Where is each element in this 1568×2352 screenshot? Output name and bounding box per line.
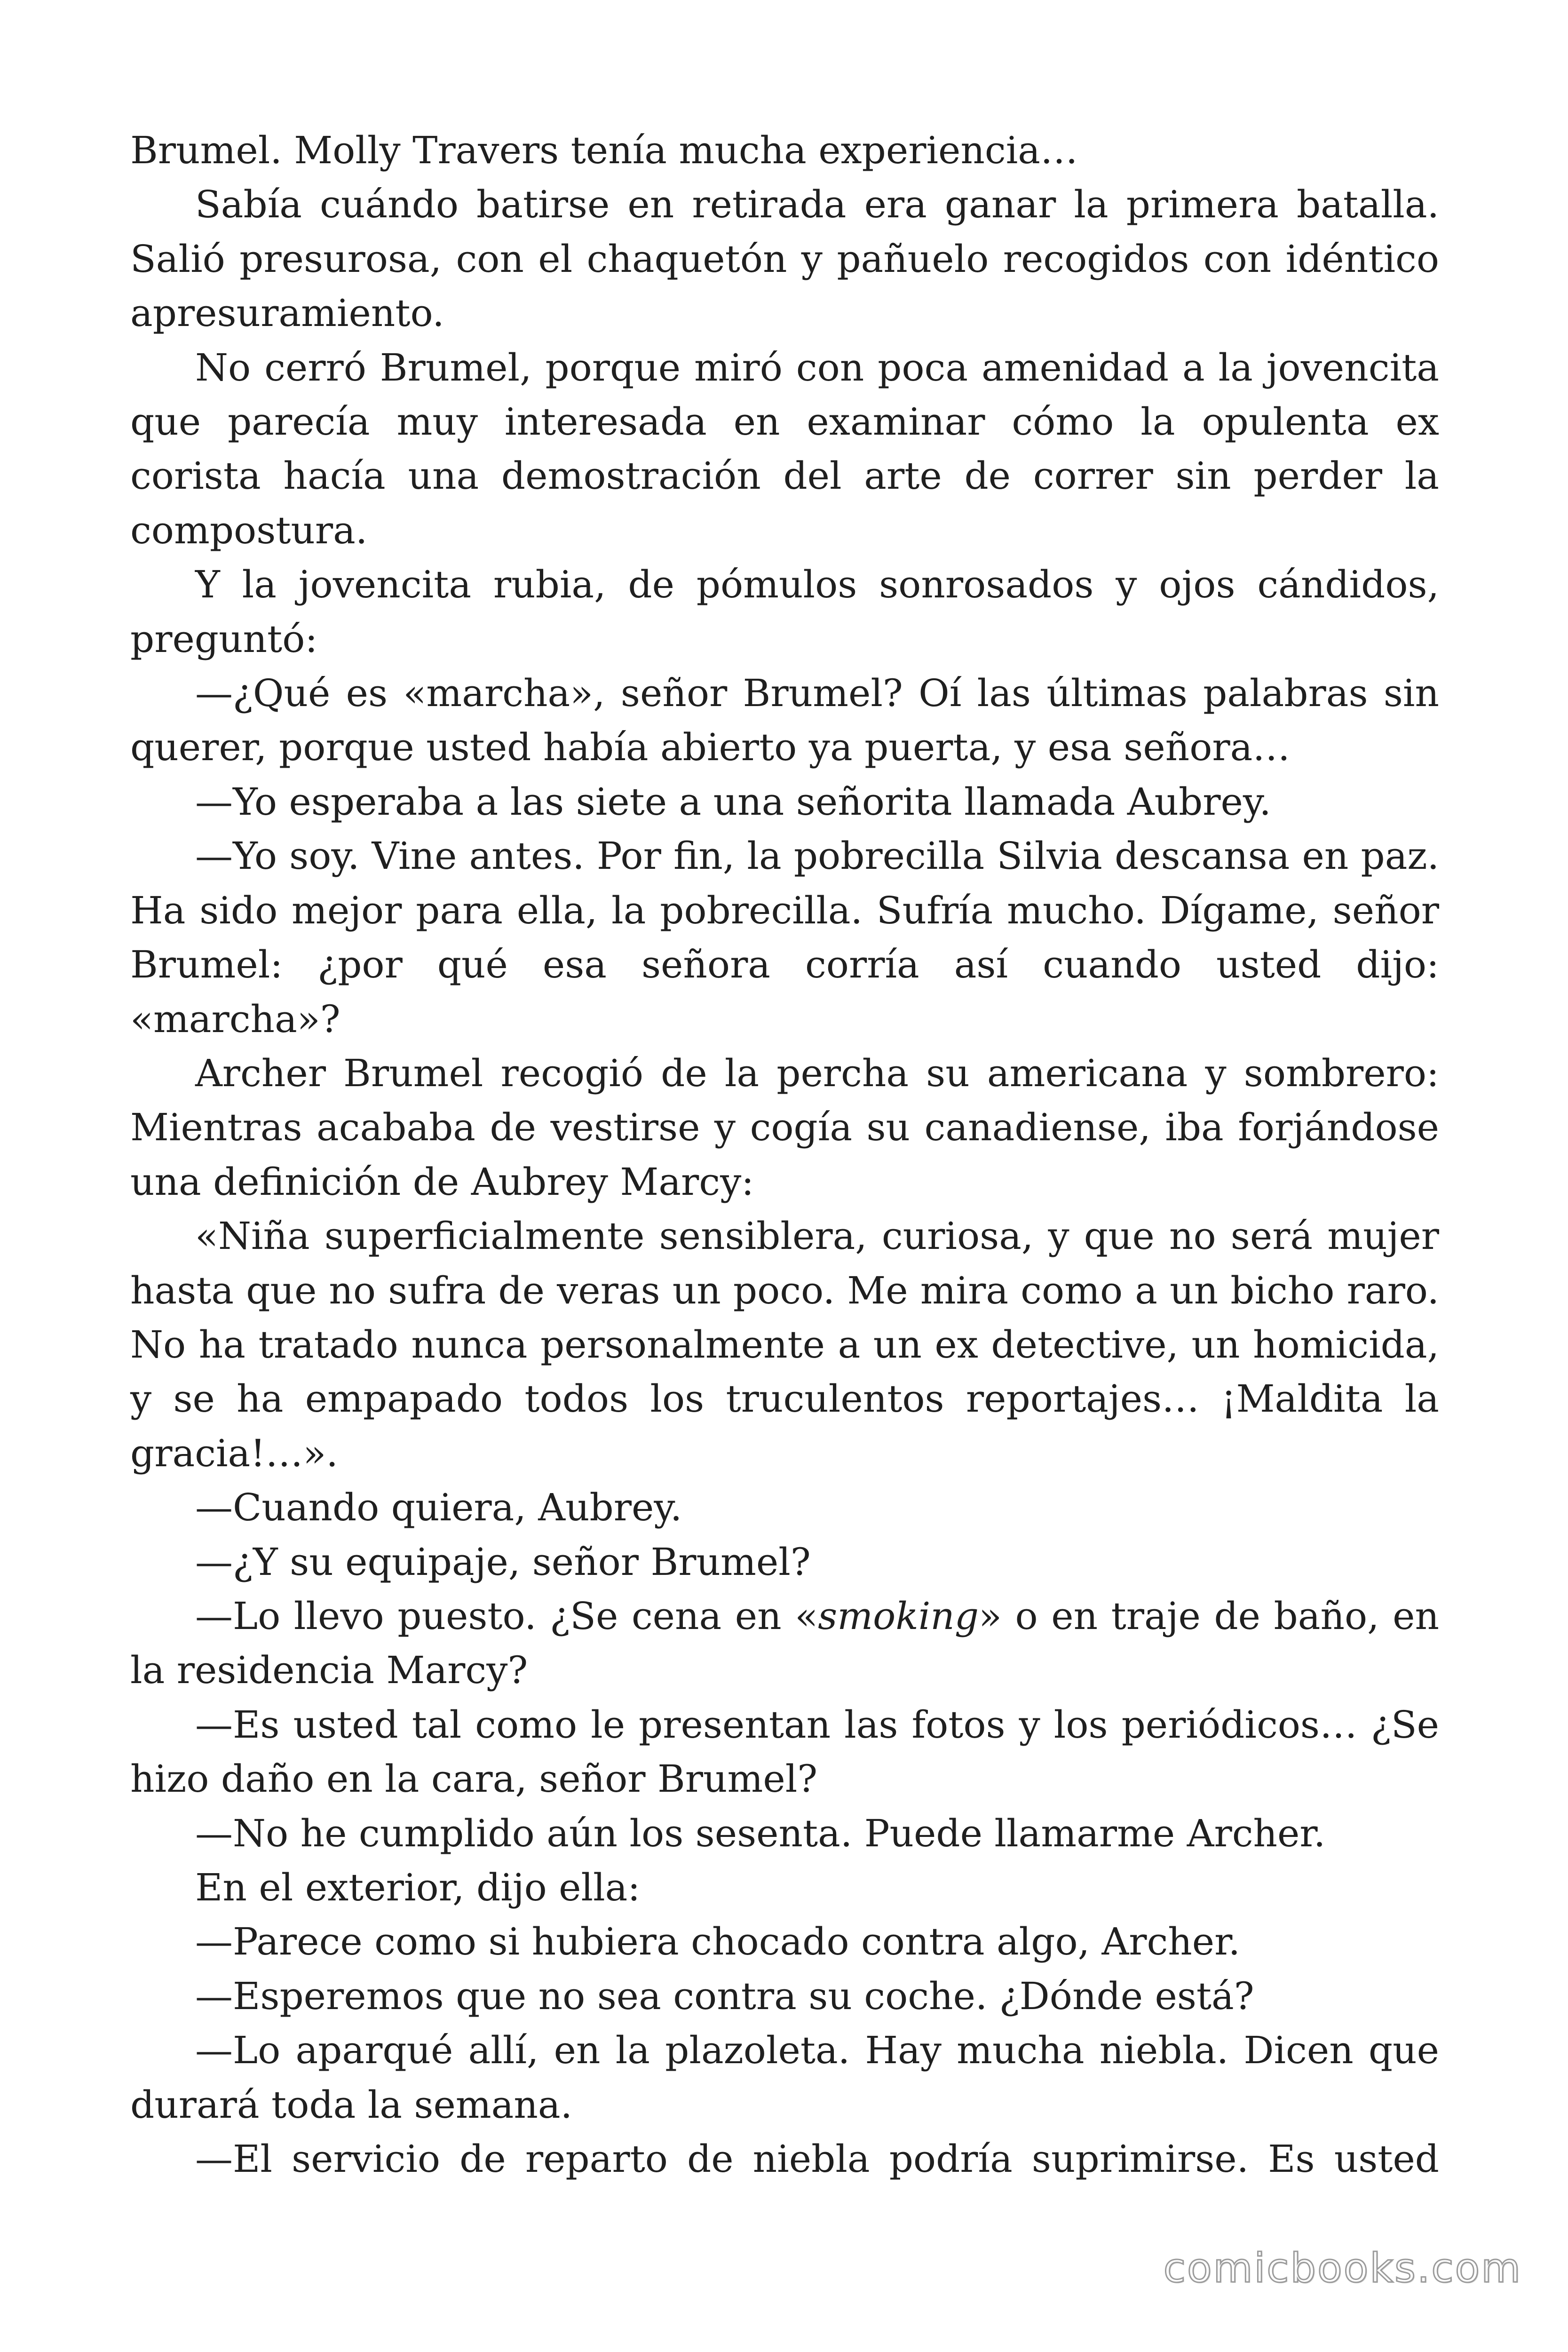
text-run: —Parece como si hubiera chocado contra algo, Archer. — [195, 1920, 1241, 1964]
text-run: Y la jovencita rubia, de pómulos sonrosados y ojos cándidos, preguntó: — [130, 563, 1439, 661]
paragraph — [130, 1915, 1439, 1969]
paragraph — [130, 1698, 1439, 1806]
paragraph — [130, 666, 1439, 775]
paragraph — [130, 1480, 1439, 1534]
text-run: —Esperemos que no sea contra su coche. ¿Dónde está? — [195, 1974, 1254, 2018]
paragraph — [130, 557, 1439, 666]
text-run: No cerró Brumel, porque miró con poca amenidad a la jovencita que parecía muy interesada en examinar cómo la opulenta ex corista hacía una demostración del arte de correr sin perder la compostura. — [130, 345, 1439, 552]
text-run: —Yo esperaba a las siete a una señorita llamada Aubrey. — [195, 779, 1271, 824]
paragraph — [130, 829, 1439, 1046]
text-run: Brumel. Molly Travers tenía mucha experiencia… — [130, 128, 1078, 172]
text-run: Sabía cuándo batirse en retirada era ganar la primera batalla. Salió presurosa, con el chaquetón y pañuelo recogidos con idéntico apresuramiento. — [130, 183, 1439, 335]
paragraph — [130, 1589, 1439, 1698]
text-run: » o en traje de baño, en la residencia Marcy? — [130, 1594, 1439, 1692]
text-run: —Cuando quiera, Aubrey. — [195, 1486, 682, 1530]
text-run: —Es usted tal como le presentan las fotos y los periódicos… ¿Se hizo daño en la cara, señor Brumel? — [130, 1702, 1439, 1801]
text-run: «Niña superficialmente sensiblera, curiosa, y que no será mujer hasta que no sufra de veras un poco. Me mira como a un bicho raro. No ha tratado nunca personalmente a un ex detective, un homicida, y se ha empapado todos los truculentos reportajes… ¡Maldita la gracia!…». — [130, 1214, 1439, 1475]
text-run: —No he cumplido aún los sesenta. Puede llamarme Archer. — [195, 1811, 1326, 1855]
italic-text: smoking — [818, 1594, 979, 1638]
text-run: —Lo aparqué allí, en la plazoleta. Hay mucha niebla. Dicen que durará toda la semana. — [130, 2028, 1439, 2127]
paragraph — [130, 1209, 1439, 1480]
text-run: —¿Qué es «marcha», señor Brumel? Oí las últimas palabras sin querer, porque usted había abierto ya puerta, y esa señora… — [130, 671, 1439, 770]
body-text — [130, 123, 1439, 2186]
paragraph — [130, 1806, 1439, 1860]
paragraph — [130, 1535, 1439, 1589]
paragraph — [130, 1860, 1439, 1915]
paragraph — [130, 123, 1439, 177]
paragraph — [130, 2132, 1439, 2186]
text-run: —¿Y su equipaje, señor Brumel? — [195, 1540, 811, 1584]
watermark: comicbooks.com — [1163, 2245, 1522, 2292]
text-run: —El servicio de reparto de niebla podría suprimirse. Es usted — [195, 2137, 1439, 2181]
paragraph — [130, 341, 1439, 558]
paragraph — [130, 1046, 1439, 1209]
paragraph — [130, 2023, 1439, 2132]
paragraph — [130, 177, 1439, 340]
text-run: —Yo soy. Vine antes. Por fin, la pobrecilla Silvia descansa en paz. Ha sido mejor para ella, la pobrecilla. Sufría mucho. Dígame, señor Brumel: ¿por qué esa señora corría así cuando usted dijo: «marcha»? — [130, 834, 1439, 1041]
text-run: Archer Brumel recogió de la percha su americana y sombrero: Mientras acababa de vestirse y cogía su canadiense, iba forjándose una definición de Aubrey Marcy: — [130, 1051, 1439, 1204]
paragraph — [130, 1969, 1439, 2023]
text-run: En el exterior, dijo ella: — [195, 1866, 641, 1909]
text-run: —Lo llevo puesto. ¿Se cena en « — [195, 1594, 818, 1638]
paragraph — [130, 775, 1439, 829]
